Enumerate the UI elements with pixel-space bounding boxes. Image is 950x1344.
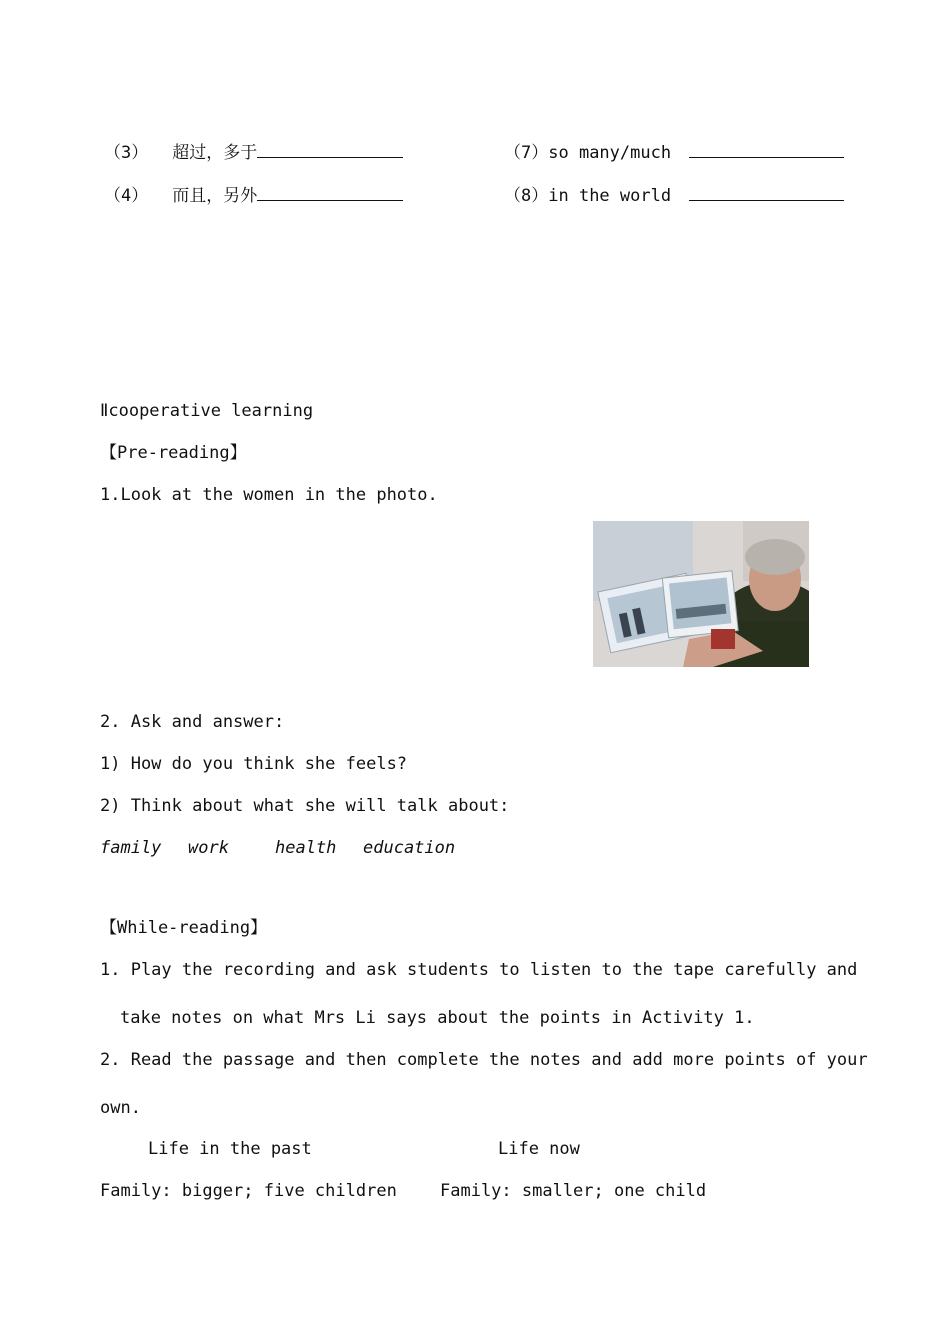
vocab-term: 而且，另外	[172, 186, 258, 206]
pre-reading-heading: 【Pre-reading】	[100, 443, 247, 463]
answer-blank[interactable]	[689, 143, 844, 158]
vocab-number: （8）	[504, 186, 549, 206]
answer-blank[interactable]	[689, 186, 844, 201]
vocab-item-8	[504, 186, 844, 205]
vocab-item-3	[104, 143, 403, 162]
question-2: 2) Think about what she will talk about:	[100, 796, 510, 816]
pre-reading-item-1: 1.Look at the women in the photo.	[100, 485, 438, 505]
vocab-term: in the world	[548, 186, 672, 206]
answer-blank[interactable]	[257, 143, 403, 158]
while-reading-item-1-line-1: 1. Play the recording and ask students to listen to the tape carefully and	[100, 960, 858, 980]
while-reading-item-2-line-2: own.	[100, 1098, 141, 1118]
answer-blank[interactable]	[257, 186, 403, 201]
while-reading-heading: 【While-reading】	[100, 918, 268, 938]
topic-work: work	[188, 838, 229, 858]
pre-reading-item-2: 2. Ask and answer:	[100, 712, 285, 732]
topic-health: health	[275, 838, 337, 858]
photo-elderly-woman	[593, 521, 809, 667]
vocab-number: （3）	[104, 143, 149, 163]
while-reading-item-1-line-2: take notes on what Mrs Li says about the points in Activity 1.	[120, 1008, 755, 1028]
column-header-now: Life now	[498, 1139, 580, 1159]
vocab-item-7	[504, 143, 844, 162]
notes-row-now: Family: smaller; one child	[440, 1181, 707, 1201]
notes-row-past: Family: bigger; five children	[100, 1181, 397, 1201]
topic-family: family	[100, 838, 162, 858]
vocab-item-4	[104, 186, 403, 205]
column-header-past: Life in the past	[148, 1139, 312, 1159]
vocab-number: （7）	[504, 143, 549, 163]
section-heading: Ⅱcooperative learning	[100, 401, 314, 421]
vocab-term: 超过，多于	[172, 143, 258, 163]
vocab-term: so many/much	[548, 143, 672, 163]
topic-education: education	[363, 838, 456, 858]
while-reading-item-2-line-1: 2. Read the passage and then complete the notes and add more points of your	[100, 1050, 868, 1070]
question-1: 1) How do you think she feels?	[100, 754, 408, 774]
vocab-number: （4）	[104, 186, 149, 206]
